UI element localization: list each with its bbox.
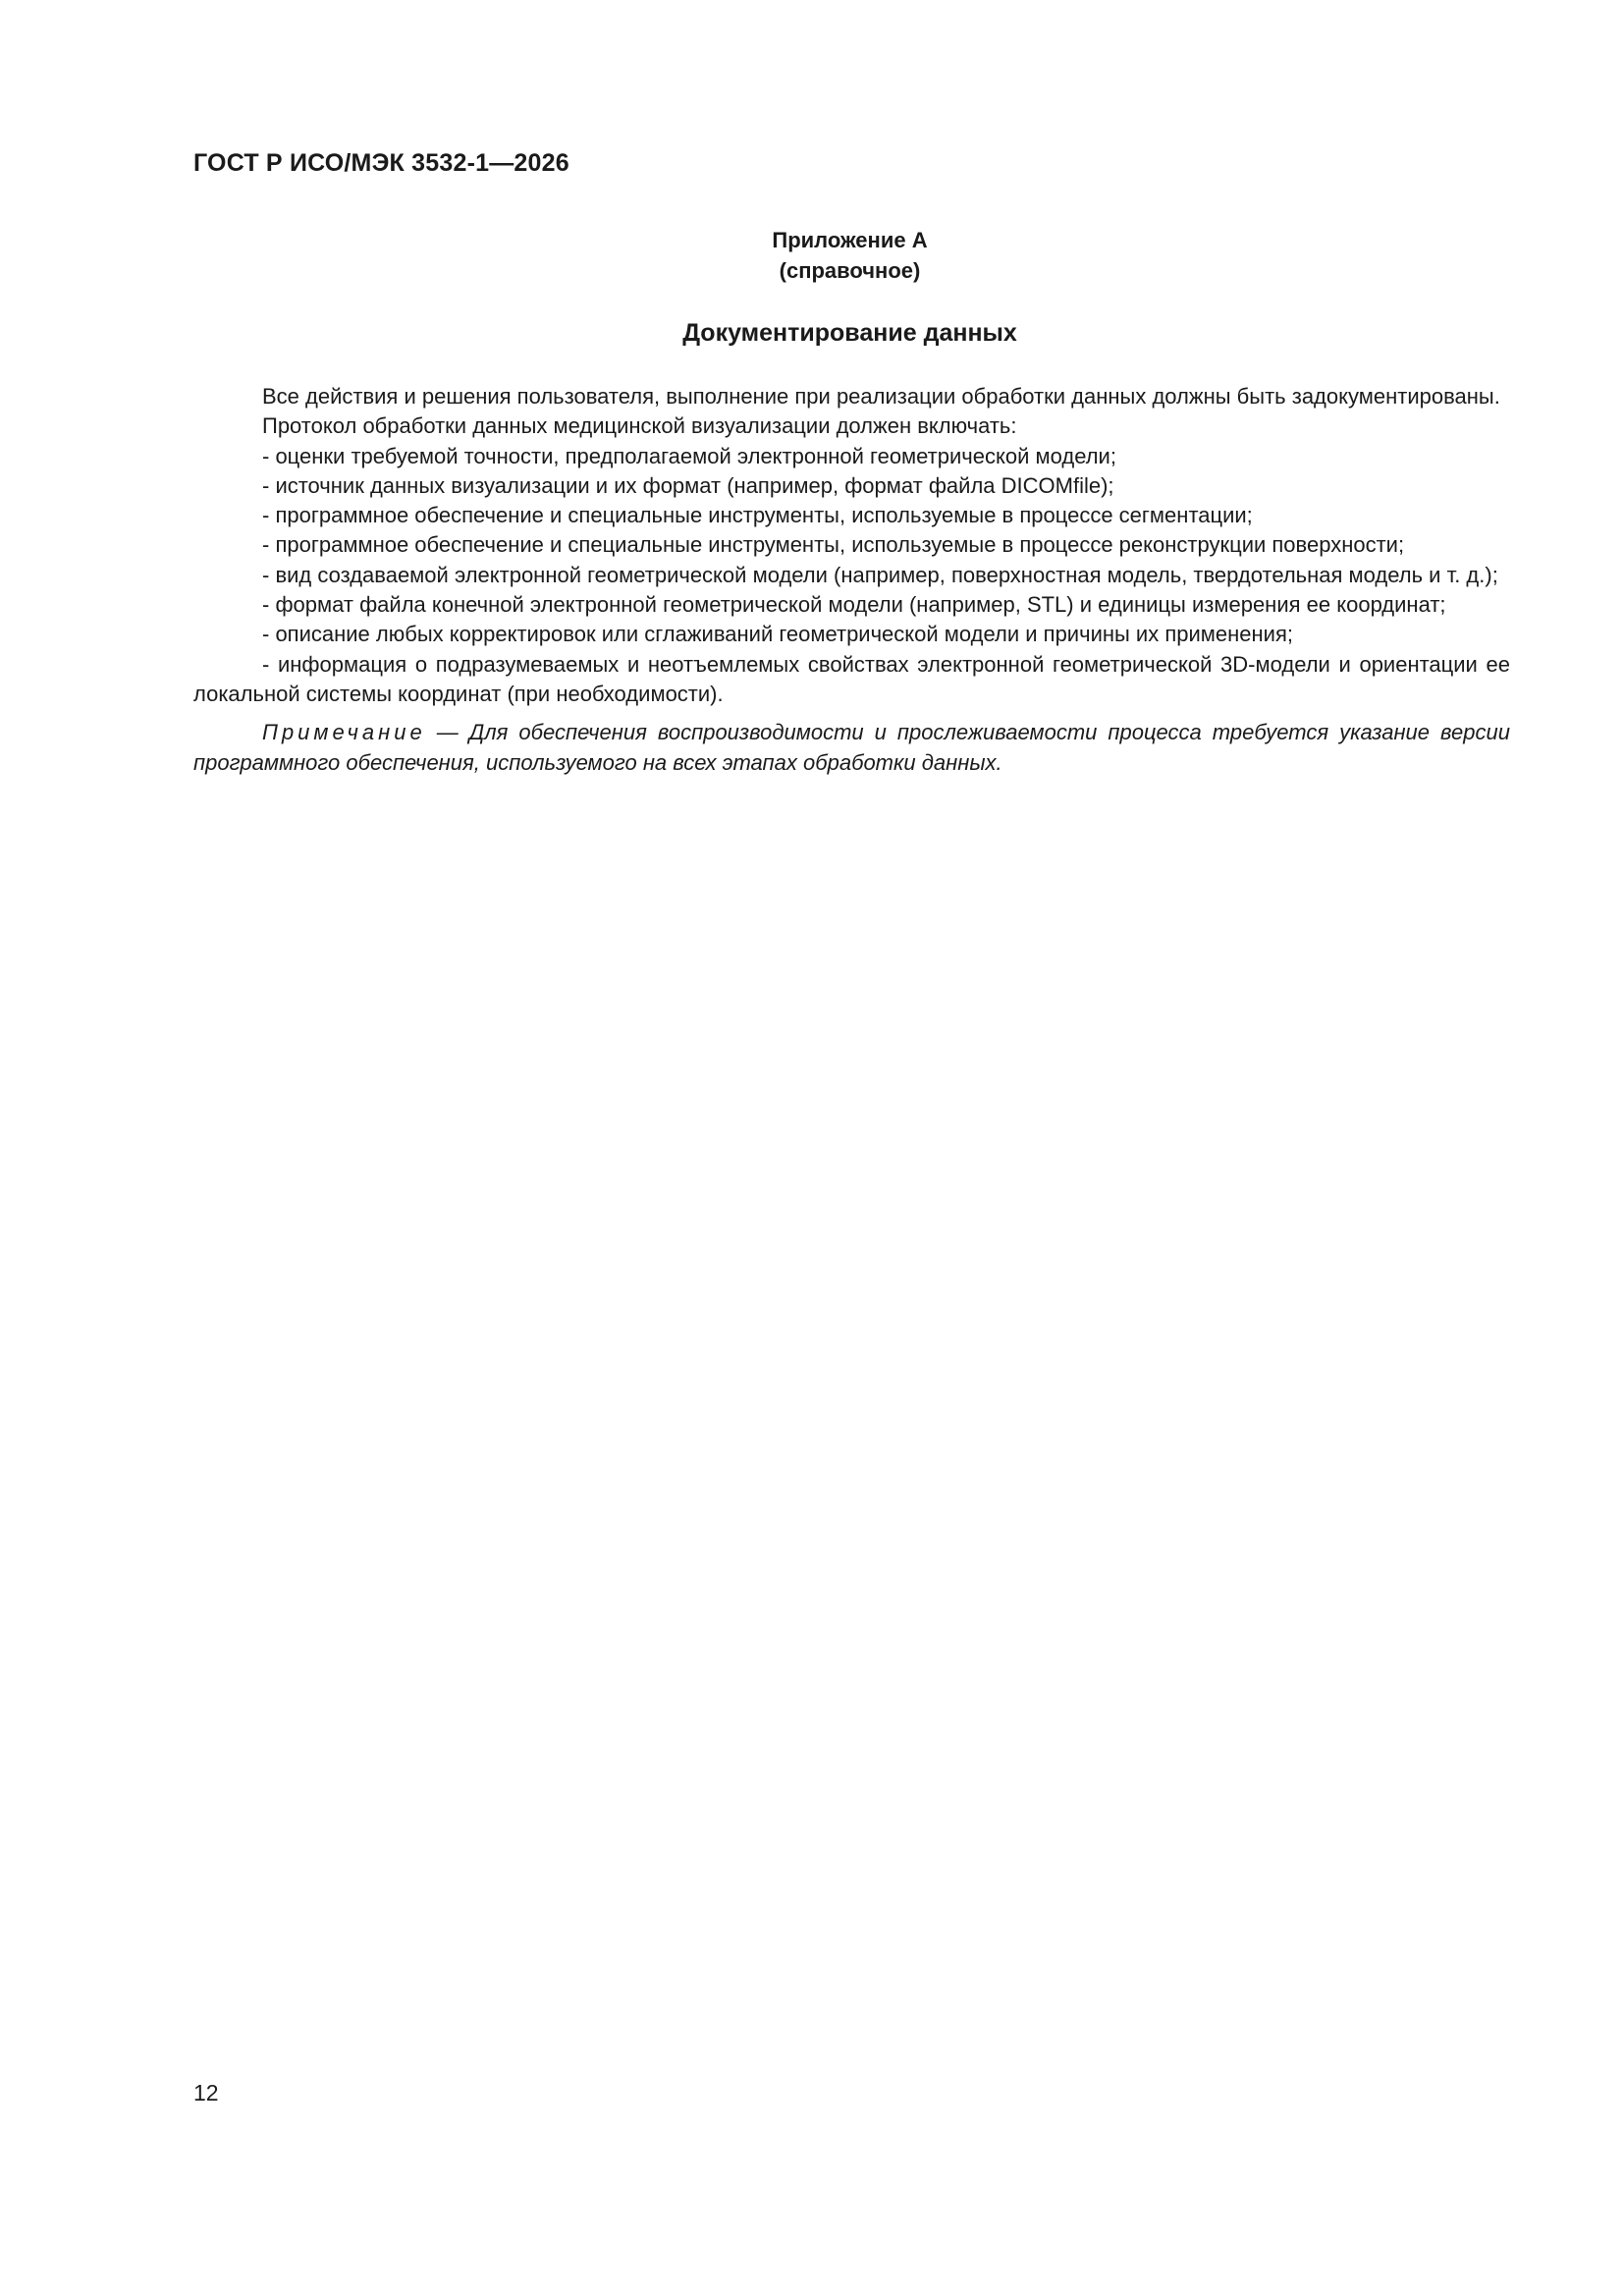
list-item: - программное обеспечение и специальные инструменты, используемые в процессе реконструкции поверхности; [262, 532, 1405, 558]
appendix-title: Приложение А [772, 228, 928, 252]
note-text: — Для обеспечения воспроизводимости и прослеживаемости процесса требуется указание версии программного обеспечения, используемого на всех этапах обработки данных. [193, 720, 1510, 775]
document-code-header: ГОСТ Р ИСО/МЭК 3532-1—2026 [193, 149, 569, 177]
list-item: - формат файла конечной электронной геометрической модели (например, STL) и единицы измерения ее координат; [262, 592, 1446, 618]
note-label: Примечание [262, 720, 426, 745]
body-paragraph-actions: Все действия и решения пользователя, выполнение при реализации обработки данных должны быть задокументированы. [262, 384, 1500, 409]
list-item: - программное обеспечение и специальные инструменты, используемые в процессе сегментации; [262, 503, 1253, 528]
appendix-type: (справочное) [779, 258, 921, 283]
list-item: - оценки требуемой точности, предполагаемой электронной геометрической модели; [262, 443, 1116, 468]
protocol-requirements-list [193, 442, 1510, 710]
note [193, 718, 1510, 778]
list-item: - информация о подразумеваемых и неотъемлемых свойствах электронной геометрической 3D-модели и ориентации ее локальной системы координат (при необходимости). [193, 651, 1510, 706]
list-item: - описание любых корректировок или сглаживаний геометрической модели и причины их применения; [262, 622, 1293, 647]
body-paragraph-protocol: Протокол обработки данных медицинской визуализации должен включать: [262, 413, 1017, 439]
list-item: - вид создаваемой электронной геометрической модели (например, поверхностная модель, твердотельная модель и т. д.); [262, 562, 1498, 587]
body-text [193, 382, 1510, 778]
section-title: Документирование данных [682, 319, 1017, 347]
list-item: - источник данных визуализации и их формат (например, формат файла DICOMfile); [262, 472, 1114, 498]
page-number: 12 [193, 2080, 219, 2105]
